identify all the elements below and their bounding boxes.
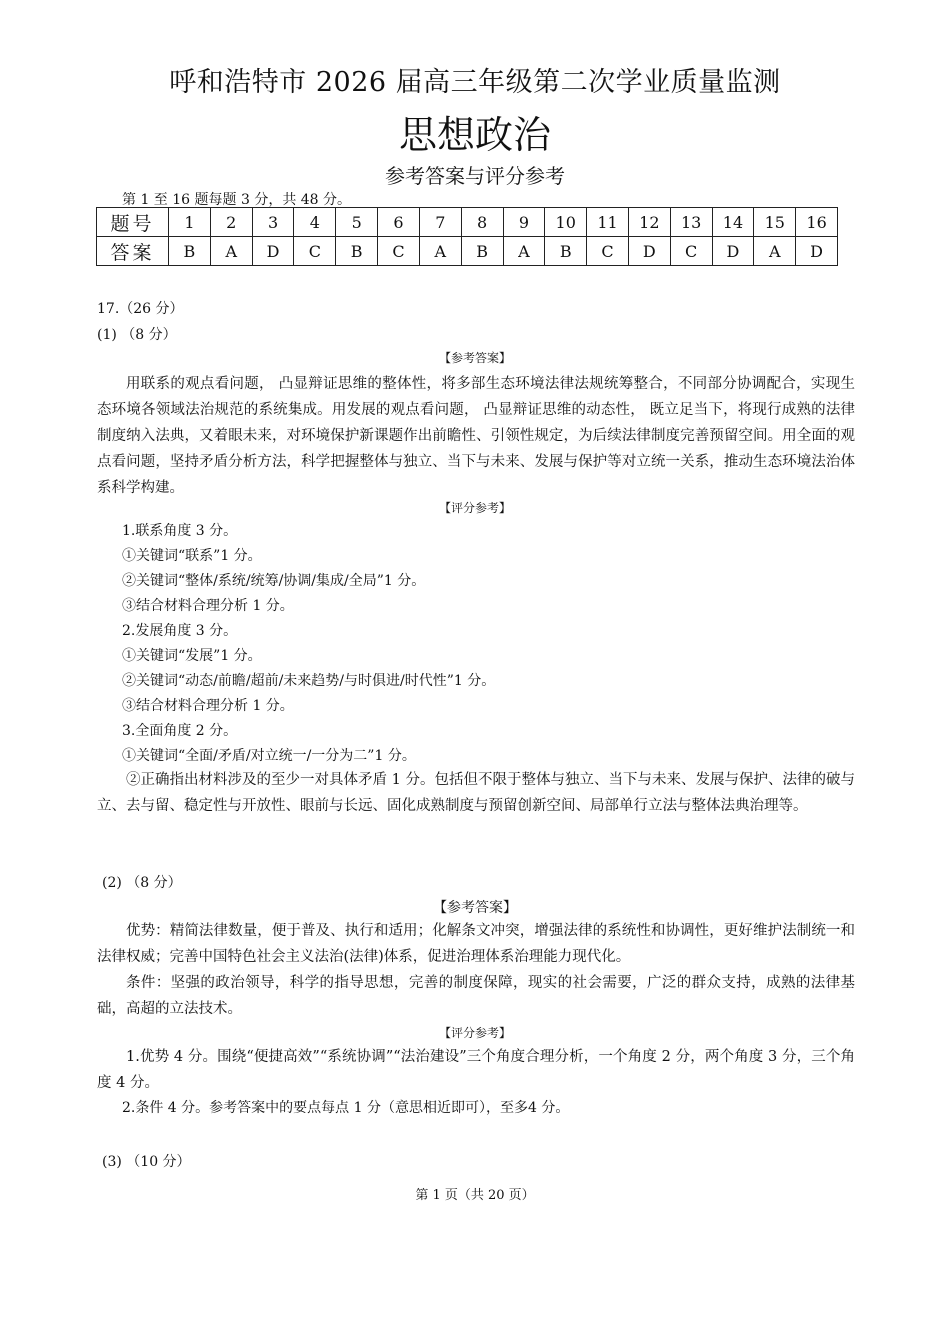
answer-cell: A (503, 237, 545, 266)
answer-cell: C (587, 237, 629, 266)
answer-cell: D (252, 237, 294, 266)
question-number-cell: 12 (628, 208, 670, 237)
answer-row (97, 237, 838, 266)
q17-heading: 17.（26 分） (97, 301, 184, 317)
answer-cell: B (169, 237, 211, 266)
q17-1-score-item: ②关键词“动态/前瞻/超前/未来趋势/与时俱进/时代性”1 分。 (122, 673, 496, 689)
answer-cell: D (796, 237, 838, 266)
q17-1-score-heading: 【评分参考】 (438, 501, 511, 515)
q17-1-score-item: ①关键词“全面/矛盾/对立统一/一分为二”1 分。 (122, 748, 416, 764)
question-number-cell: 13 (670, 208, 712, 237)
answer-cell: B (461, 237, 503, 266)
question-number-cell: 14 (712, 208, 754, 237)
question-number-cell: 10 (545, 208, 587, 237)
question-number-cell: 11 (587, 208, 629, 237)
q17-2-score-heading: 【评分参考】 (438, 1026, 511, 1040)
q17-2-score-conditions: 2.条件 4 分。参考答案中的要点每点 1 分（意思相近即可），至多4 分。 (122, 1100, 570, 1116)
answer-cell: B (336, 237, 378, 266)
question-number-cell: 3 (252, 208, 294, 237)
q17-3-label: (3) （10 分） (102, 1154, 191, 1170)
question-number-cell: 2 (210, 208, 252, 237)
question-number-cell: 6 (378, 208, 420, 237)
question-number-cell: 4 (294, 208, 336, 237)
row-label-answer: 答案 (97, 237, 169, 266)
q17-2-advantages: 优势：精简法律数量，便于普及、执行和适用；化解条文冲突，增强法律的系统性和协调性，更好维护法制统一和法律权威；完善中国特色社会主义法治(法律)体系，促进治理体系治理能力现代化。 (97, 923, 855, 965)
q17-1-answer-text: 用联系的观点看问题， 凸显辩证思维的整体性，将多部生态环境法律法规统筹整合，不同部分协调配合，实现生态环境各领域法治规范的系统集成。用发展的观点看问题， 凸显辩证思维的动态性， 既立足当下，将现行成熟的法律制度纳入法典，又着眼未来，对环境保护新课题作出前瞻性、引领性规定，为后续法律制度完善预留空间。用全面的观点看问题，坚持矛盾分析方法，科学把握整体与独立、当下与未来、发展与保护等对立统一关系，推动生态环境法治体系科学构建。 (97, 376, 855, 496)
q17-1-score-item: 2.发展角度 3 分。 (122, 623, 238, 639)
question-number-cell: 15 (754, 208, 796, 237)
page-title: 呼和浩特市 2026 届高三年级第二次学业质量监测 (169, 67, 781, 98)
page-footer: 第 1 页（共 20 页） (415, 1188, 535, 1203)
mc-note: 第 1 至 16 题每题 3 分，共 48 分。 (122, 192, 352, 208)
answer-cell: C (378, 237, 420, 266)
question-number-cell: 16 (796, 208, 838, 237)
q17-2-answer-heading: 【参考答案】 (433, 900, 517, 916)
answer-cell: D (628, 237, 670, 266)
question-number-cell: 5 (336, 208, 378, 237)
q17-1-score-item: ①关键词“联系”1 分。 (122, 548, 262, 564)
answer-cell: A (754, 237, 796, 266)
q17-1-score-item: 3.全面角度 2 分。 (122, 723, 238, 739)
q17-1-label: (1) （8 分） (97, 327, 177, 343)
question-number-row (97, 208, 838, 237)
answer-table (96, 207, 838, 266)
q17-1-score-item: ①关键词“发展”1 分。 (122, 648, 262, 664)
q17-1-score-item: 1.联系角度 3 分。 (122, 523, 238, 539)
answer-cell: D (712, 237, 754, 266)
answer-cell: C (294, 237, 336, 266)
answer-cell: C (670, 237, 712, 266)
subtitle: 参考答案与评分参考 (385, 164, 565, 188)
question-number-cell: 1 (169, 208, 211, 237)
q17-1-score-item: ③结合材料合理分析 1 分。 (122, 698, 294, 714)
q17-2-label: (2) （8 分） (102, 875, 182, 891)
q17-1-score-item: ②关键词“整体/系统/统筹/协调/集成/全局”1 分。 (122, 573, 426, 589)
q17-2-score-advantages: 1.优势 4 分。围绕“便捷高效”“系统协调”“法治建设”三个角度合理分析，一个角度 2 分，两个角度 3 分，三个角度 4 分。 (97, 1049, 855, 1091)
question-number-cell: 8 (461, 208, 503, 237)
answer-cell: B (545, 237, 587, 266)
answer-cell: A (419, 237, 461, 266)
row-label-number: 题号 (97, 208, 169, 237)
q17-2-conditions: 条件：坚强的政治领导，科学的指导思想，完善的制度保障，现实的社会需要，广泛的群众支持，成熟的法律基础，高超的立法技术。 (97, 975, 855, 1017)
question-number-cell: 9 (503, 208, 545, 237)
subject-title: 思想政治 (398, 113, 551, 157)
question-number-cell: 7 (419, 208, 461, 237)
answer-cell: A (210, 237, 252, 266)
q17-1-answer-heading: 【参考答案】 (438, 351, 511, 365)
q17-1-score-contradictions: ②正确指出材料涉及的至少一对具体矛盾 1 分。包括但不限于整体与独立、当下与未来、发展与保护、法律的破与立、去与留、稳定性与开放性、眼前与长远、固化成熟制度与预留创新空间、局部单行立法与整体法典治理等。 (97, 772, 855, 814)
q17-1-score-item: ③结合材料合理分析 1 分。 (122, 598, 294, 614)
